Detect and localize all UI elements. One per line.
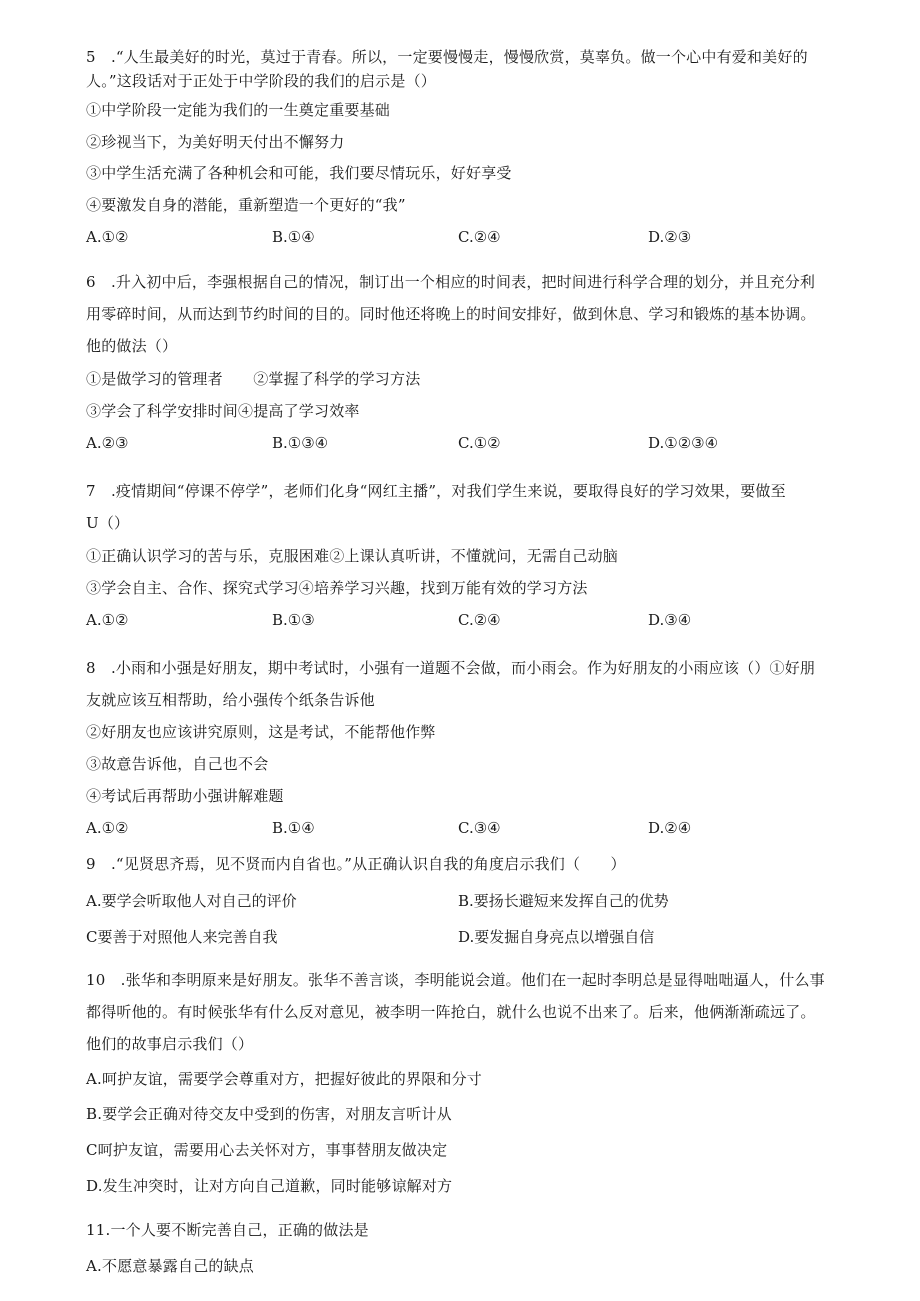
q9-option-b: B.要扬长避短来发挥自己的优势 xyxy=(458,892,669,910)
q11-option-a: A.不愿意暴露自己的缺点 xyxy=(86,1257,255,1275)
q10-option-b: B.要学会正确对待交友中受到的伤害，对朋友言听计从 xyxy=(86,1105,452,1123)
q6-option-c: C.①② xyxy=(458,434,501,452)
q8-option-d: D.②④ xyxy=(648,819,692,837)
q5-option-b: B.①④ xyxy=(272,228,315,246)
q5-option-a: A.①② xyxy=(86,228,129,246)
q10-stem-line-3: 他们的故事启示我们（） xyxy=(86,1035,254,1053)
q5-stem-line-1: 5 .“人生最美好的时光，莫过于青春。所以，一定要慢慢走，慢慢欣赏，莫辜负。做一个心中有爱和美好的 xyxy=(86,48,808,66)
q9-stem: 9 .“见贤思齐焉，见不贤而内自省也。”从正确认识自我的角度启示我们（ ） xyxy=(86,855,626,873)
q5-item-3: ③中学生活充满了各种机会和可能，我们要尽情玩乐，好好享受 xyxy=(86,164,512,182)
q6-option-a: A.②③ xyxy=(86,434,129,452)
q7-option-c: C.②④ xyxy=(458,611,501,629)
q7-option-a: A.①② xyxy=(86,611,129,629)
q8-stem-line-1: 8 .小雨和小强是好朋友，期中考试时，小强有一道题不会做，而小雨会。作为好朋友的小雨应该（）①好朋 xyxy=(86,659,816,677)
q8-item-3: ③故意告诉他，自己也不会 xyxy=(86,755,269,773)
q10-option-a: A.呵护友谊，需要学会尊重对方，把握好彼此的界限和分寸 xyxy=(86,1070,483,1088)
q7-item-1: ①正确认识学习的苦与乐，克服困难②上课认真听讲，不懂就问，无需自己动脑 xyxy=(86,547,619,565)
q10-stem-line-2: 都得听他的。有时候张华有什么反对意见，被李明一阵抢白，就什么也说不出来了。后来，他俩渐渐疏远了。 xyxy=(86,1003,816,1021)
q6-option-d: D.①②③④ xyxy=(648,434,719,452)
q7-option-d: D.③④ xyxy=(648,611,692,629)
q6-stem-line-1: 6 .升入初中后，李强根据自己的情况，制订出一个相应的时间表，把时间进行科学合理的划分，并且充分利 xyxy=(86,273,816,291)
q10-option-c: C呵护友谊，需要用心去关怀对方，事事替朋友做决定 xyxy=(86,1141,448,1159)
q5-option-c: C.②④ xyxy=(458,228,501,246)
q5-stem-line-2: 人。”这段话对于正处于中学阶段的我们的启示是（） xyxy=(86,72,436,90)
q6-stem-line-2: 用零碎时间，从而达到节约时间的目的。同时他还将晚上的时间安排好，做到休息、学习和锻炼的基本协调。 xyxy=(86,305,816,323)
q7-item-2: ③学会自主、合作、探究式学习④培养学习兴趣，找到万能有效的学习方法 xyxy=(86,579,588,597)
q6-item-2: ③学会了科学安排时间④提高了学习效率 xyxy=(86,402,360,420)
q9-option-c: C要善于对照他人来完善自我 xyxy=(86,928,278,946)
q8-option-a: A.①② xyxy=(86,819,129,837)
q5-option-d: D.②③ xyxy=(648,228,692,246)
q11-stem: 11.一个人要不断完善自己，正确的做法是 xyxy=(86,1221,369,1239)
q5-item-2: ②珍视当下，为美好明天付出不懈努力 xyxy=(86,133,345,151)
q8-stem-line-2: 友就应该互相帮助，给小强传个纸条告诉他 xyxy=(86,691,375,709)
q7-option-b: B.①③ xyxy=(272,611,315,629)
q8-item-4: ④考试后再帮助小强讲解难题 xyxy=(86,787,284,805)
q8-option-b: B.①④ xyxy=(272,819,315,837)
q10-option-d: D.发生冲突时，让对方向自己道歉，同时能够谅解对方 xyxy=(86,1177,453,1195)
q7-stem-line-1: 7 .疫情期间“停课不停学”，老师们化身“网红主播”，对我们学生来说，要取得良好的学习效果，要做至 xyxy=(86,482,786,500)
q8-option-c: C.③④ xyxy=(458,819,501,837)
q8-item-2: ②好朋友也应该讲究原则，这是考试，不能帮他作弊 xyxy=(86,723,436,741)
q6-option-b: B.①③④ xyxy=(272,434,329,452)
q10-stem-line-1: 10 .张华和李明原来是好朋友。张华不善言谈，李明能说会道。他们在一起时李明总是显得咄咄逼人，什么事 xyxy=(86,971,825,989)
q6-stem-line-3: 他的做法（） xyxy=(86,337,178,355)
q5-item-4: ④要激发自身的潜能，重新塑造一个更好的“我” xyxy=(86,196,406,214)
q5-item-1: ①中学阶段一定能为我们的一生奠定重要基础 xyxy=(86,101,391,119)
q6-item-1: ①是做学习的管理者 ②掌握了科学的学习方法 xyxy=(86,370,421,388)
q9-option-a: A.要学会听取他人对自己的评价 xyxy=(86,892,297,910)
q9-option-d: D.要发掘自身亮点以增强自信 xyxy=(458,928,655,946)
q7-stem-line-2: U（） xyxy=(86,514,130,532)
